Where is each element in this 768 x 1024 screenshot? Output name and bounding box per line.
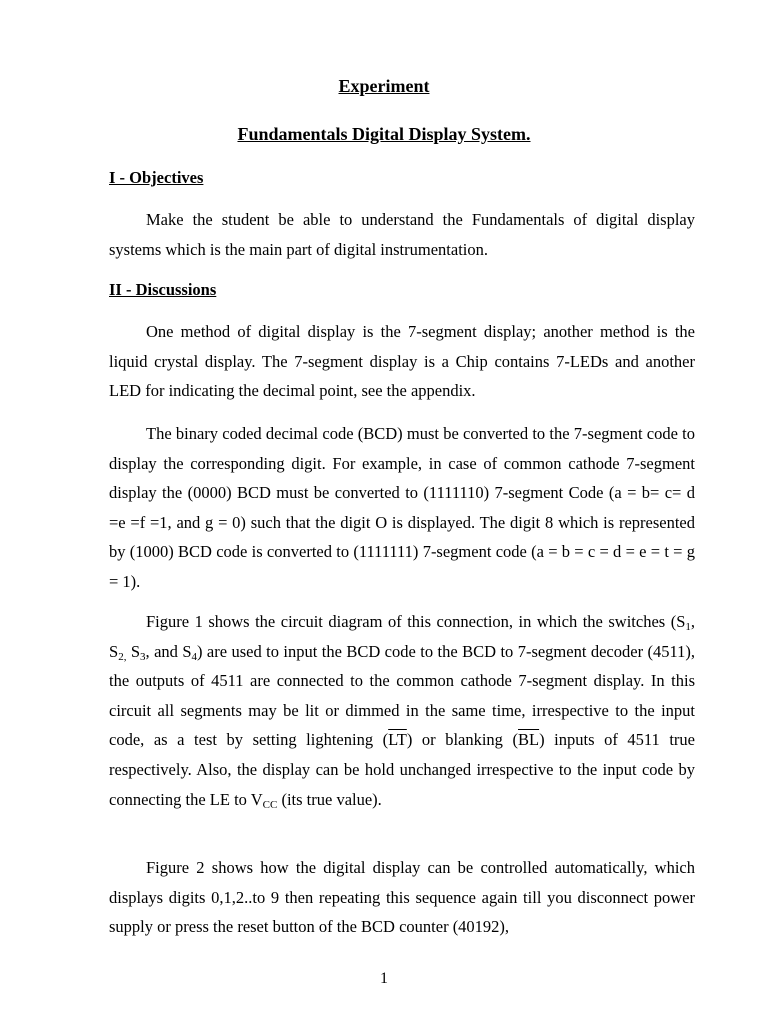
paragraph-text: ) or blanking ( bbox=[406, 730, 518, 750]
discussion-paragraph-4: Figure 2 shows how the digital display can be controlled automatically, which displays digits 0,1,2..to 9 then repeating this sequence again till you disconnect power supply or press the reset button of the BCD counter (40192), bbox=[109, 858, 695, 937]
paragraph-text: Figure 1 shows the circuit diagram of this connection, in which the switches (S bbox=[146, 612, 686, 631]
document-subtitle: Fundamentals Digital Display System. bbox=[237, 124, 531, 144]
paragraph-text: ) inputs of 4511 true respectively. Also, the display can be hold unchanged irrespective to the input code by connecting the LE to V bbox=[109, 730, 695, 809]
lt-overline-label: $\overline{LT}$ bbox=[388, 730, 407, 750]
section-heading-discussions: II - Discussions bbox=[109, 280, 217, 299]
subscript: 1 bbox=[685, 621, 691, 633]
paragraph-text: ) are used to input the BCD code to the BCD to 7-segment decoder (4511), the outputs of 4511 are connected to the common cathode 7-segment display. In this circuit all segments may be lit or dimmed in the same time, irrespective to the input code, as a test by setting lightening ( bbox=[109, 641, 695, 750]
page-number: 1 bbox=[380, 970, 388, 987]
bl-overline-label: $\overline{BL}$ bbox=[518, 730, 540, 750]
discussion-paragraph-2: The binary coded decimal code (BCD) must be converted to the 7-segment code to display the corresponding digit. For example, in case of common cathode 7-segment display the (0000) BCD must be converted to (1111110) 7-segment Code (a = b= c= d =e =f =1, and g = 0) such that the digit O is displayed. The digit 8 which is represented by (1000) BCD code is converted to (1111111) 7-segment code (a = b = c = d = e = t = g = 1). bbox=[109, 424, 695, 591]
document-title: Experiment bbox=[338, 76, 430, 96]
objectives-paragraph: Make the student be able to understand the Fundamentals of digital display systems which is the main part of digital instrumentation. bbox=[109, 210, 695, 259]
subscript: CC bbox=[262, 798, 278, 811]
discussion-paragraph-3 bbox=[109, 607, 695, 814]
subscript: 3 bbox=[140, 650, 146, 663]
section-heading-objectives: I - Objectives bbox=[109, 168, 204, 187]
paragraph-text: , and S bbox=[145, 641, 192, 661]
paragraph-text: , S bbox=[109, 612, 695, 661]
discussion-paragraph-1: One method of digital display is the 7-segment display; another method is the liquid crystal display. The 7-segment display is a Chip contains 7-LEDs and another LED for indicating the decimal point, see the appendix. bbox=[109, 322, 695, 401]
subscript: 2, bbox=[118, 650, 127, 663]
paragraph-text: (its true value). bbox=[277, 789, 382, 809]
subscript: 4 bbox=[191, 650, 198, 663]
paragraph-text: S bbox=[126, 641, 141, 661]
